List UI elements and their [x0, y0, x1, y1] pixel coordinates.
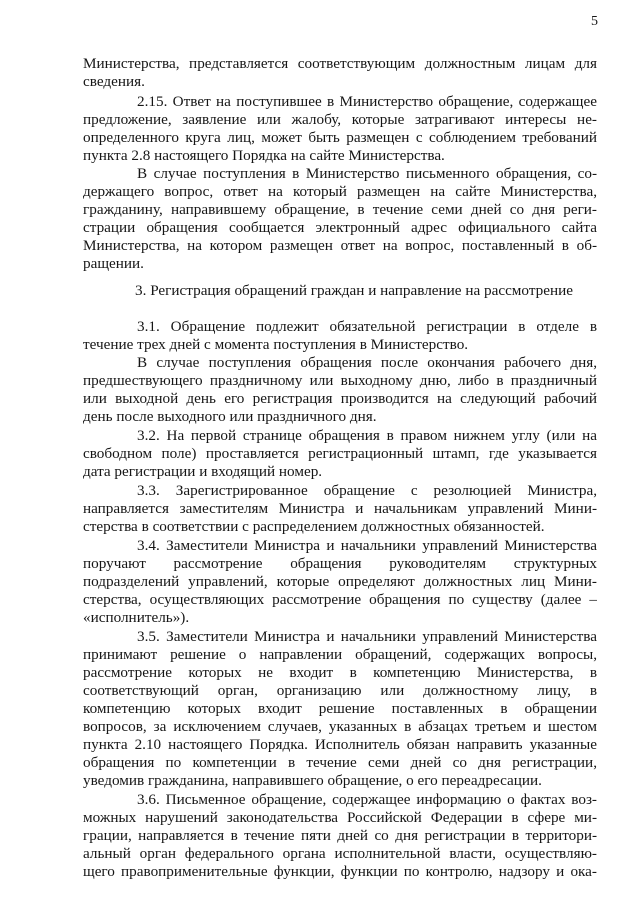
text-line: 3.5. Заместители Министра и начальники управлений Министерства [137, 628, 597, 645]
text-line: стерства, осуществляющих рассмотрение обращения по существу (далее – [83, 591, 597, 608]
page-number: 5 [591, 14, 598, 29]
text-line: свободном поле) проставляется регистрационный штамп, где указывается [83, 445, 597, 462]
text-line: дата регистрации и входящий номер. [83, 463, 323, 480]
text-line: «исполнитель»). [83, 609, 190, 626]
text-line: принимают решение о направлении обращений, содержащих вопросы, [83, 646, 597, 663]
text-line: ращении. [83, 255, 144, 272]
text-line: страции обращения сообщается электронный адрес официального сайта [83, 219, 597, 236]
text-line: предложение, заявление или жалобу, которые затрагивают интересы не- [83, 111, 597, 128]
text-line: подразделений управлений, которые определяют должностных лиц Мини- [83, 573, 597, 590]
text-line: направляется заместителям Министра и начальникам управлений Мини- [83, 500, 597, 517]
text-line: компетенцию которых входит решение поставленных в обращении [83, 700, 597, 717]
text-line: грации, направляется в течение пяти дней со дня регистрации в территори- [83, 827, 597, 844]
text-line: обращения по компетенции в течение семи дней со дня регистрации, [83, 754, 597, 771]
text-line: Министерства, представляется соответствующим должностным лицам для [83, 55, 597, 72]
text-line: поручают рассмотрение обращения руководителям структурных [83, 555, 597, 572]
text-line: рассмотрение которых не входит в компетенцию Министерства, в [83, 664, 597, 681]
text-line: В случае поступления в Министерство письменного обращения, со- [137, 165, 597, 182]
text-line: 3.1. Обращение подлежит обязательной регистрации в отделе в [137, 318, 597, 335]
text-line: 3.6. Письменное обращение, содержащее информацию о фактах воз- [137, 791, 597, 808]
text-line: пункта 2.10 настоящего Порядка. Исполнитель обязан направить указанные [83, 736, 597, 753]
text-line: Министерства, на котором размещен ответ на вопрос, поставленный в об- [83, 237, 597, 254]
text-line: В случае поступления обращения после окончания рабочего дня, [137, 354, 597, 371]
text-line: предшествующего праздничному или выходному дню, либо в праздничный [83, 372, 597, 389]
text-line: соответствующий орган, организацию или должностному лицу, в [83, 682, 597, 699]
text-line: течение трех дней с момента поступления в Министерство. [83, 336, 469, 353]
text-line: 3.2. На первой странице обращения в правом нижнем углу (или на [137, 427, 597, 444]
text-line: уведомив гражданина, направившего обращение, о его переадресации. [83, 772, 542, 789]
text-line: день после выходного или праздничного дня. [83, 408, 377, 425]
text-line: щего правоприменительные функции, функции по контролю, надзору и ока- [83, 863, 597, 880]
text-line: вопросов, за исключением случаев, указанных в абзацах третьем и шестом [83, 718, 597, 735]
text-line: 2.15. Ответ на поступившее в Министерство обращение, содержащее [137, 93, 597, 110]
text-line: или выходной день его регистрация производится на следующий рабочий [83, 390, 597, 407]
text-line: гражданину, направившему обращение, в течение семи дней со дня реги- [83, 201, 597, 218]
text-line: 3.4. Заместители Министра и начальники управлений Министерства [137, 537, 597, 554]
text-line: стерства в соответствии с распределением должностных обязанностей. [83, 518, 545, 535]
text-line: определенного круга лиц, может быть размещен с соблюдением требований [83, 129, 597, 146]
text-line: можных нарушений законодательства Российской Федерации в сфере ми- [83, 809, 597, 826]
text-line: держащего вопрос, ответ на который размещен на сайте Министерства, [83, 183, 597, 200]
text-line: альный орган федерального органа исполнительной власти, осуществляю- [83, 845, 597, 862]
text-line: 3.3. Зарегистрированное обращение с резолюцией Министра, [137, 482, 597, 499]
section-heading: 3. Регистрация обращений граждан и направление на рассмотрение [135, 282, 573, 299]
text-line: сведения. [83, 73, 145, 90]
text-line: пункта 2.8 настоящего Порядка на сайте Министерства. [83, 147, 445, 164]
